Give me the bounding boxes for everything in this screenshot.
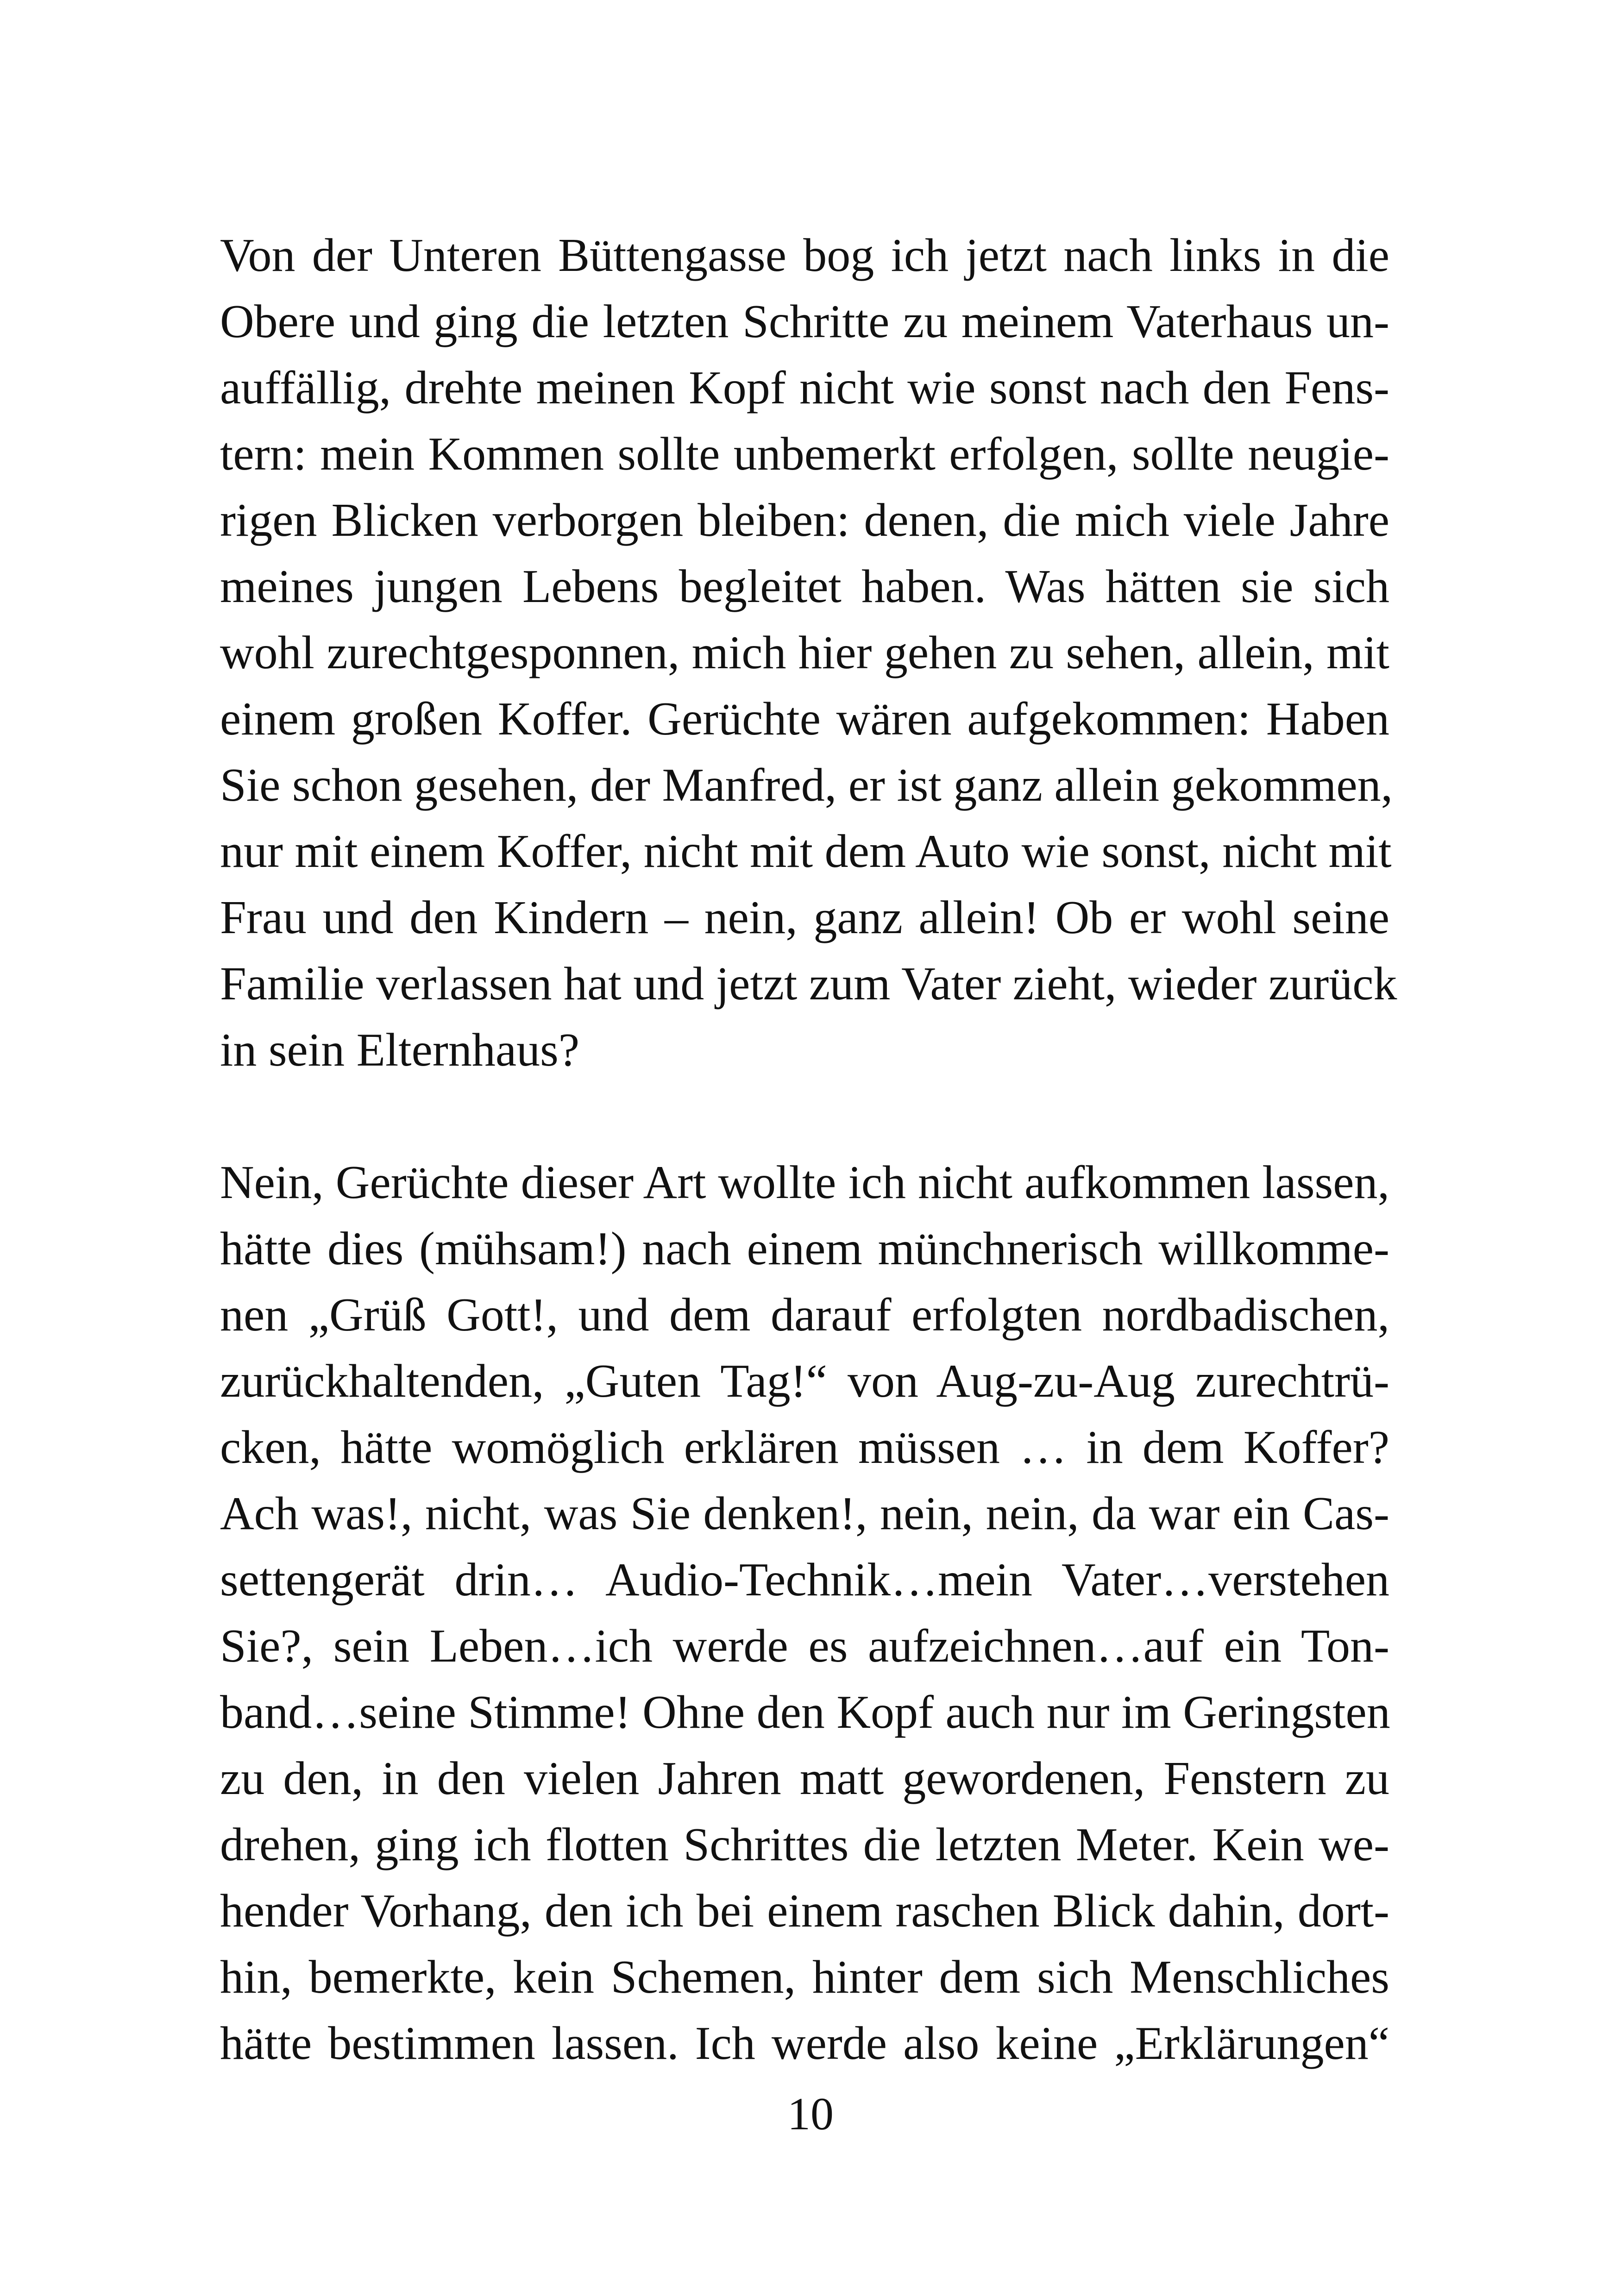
text-line: drehen, ging ich flotten Schrittes die letzten Meter. Kein we- (220, 1819, 1389, 1871)
text-line: band…seine Stimme! Ohne den Kopf auch nur im Geringsten (220, 1686, 1390, 1738)
page-number: 10 (787, 2088, 834, 2139)
text-line: hin, bemerkte, kein Schemen, hinter dem sich Menschliches (220, 1951, 1389, 2003)
text-line: nur mit einem Koffer, nicht mit dem Auto wie sonst, nicht mit (220, 825, 1392, 878)
text-line: Sie?, sein Leben…ich werde es aufzeichnen…auf ein Ton- (220, 1620, 1389, 1672)
text-line: rigen Blicken verborgen bleiben: denen, die mich viele Jahre (220, 494, 1389, 546)
body-text (220, 222, 1397, 2076)
text-line: cken, hätte womöglich erklären müssen … in dem Koffer? (220, 1421, 1389, 1474)
text-line: in sein Elternhaus? (220, 1024, 580, 1076)
text-line: Sie schon gesehen, der Manfred, er ist ganz allein gekommen, (220, 759, 1393, 811)
text-line: hender Vorhang, den ich bei einem raschen Blick dahin, dort- (220, 1885, 1389, 1937)
text-line: tern: mein Kommen sollte unbemerkt erfolgen, sollte neugie- (220, 428, 1389, 480)
text-line: einem großen Koffer. Gerüchte wären aufgekommen: Haben (220, 693, 1389, 745)
paragraph-2 (220, 1149, 1389, 2076)
text-line: Frau und den Kindern – nein, ganz allein! Ob er wohl seine (220, 891, 1389, 944)
text-line: Nein, Gerüchte dieser Art wollte ich nicht aufkommen lassen, (220, 1156, 1389, 1209)
text-line: hätte dies (mühsam!) nach einem münchnerisch willkomme- (220, 1223, 1389, 1275)
text-line: Obere und ging die letzten Schritte zu meinem Vaterhaus un- (220, 295, 1389, 348)
text-line: settengerät drin… Audio-Technik…mein Vater…verstehen (220, 1554, 1389, 1606)
paragraph-1 (220, 222, 1397, 1083)
text-line: zurückhaltenden, „Guten Tag!“ von Aug-zu-Aug zurechtrü- (220, 1355, 1389, 1407)
text-line: wohl zurechtgesponnen, mich hier gehen zu sehen, allein, mit (220, 627, 1389, 679)
text-line: zu den, in den vielen Jahren matt gewordenen, Fenstern zu (220, 1752, 1389, 1805)
text-line: Von der Unteren Büttengasse bog ich jetzt nach links in die (220, 229, 1389, 282)
text-line: hätte bestimmen lassen. Ich werde also keine „Erklärungen“ (220, 2017, 1389, 2070)
text-line: auffällig, drehte meinen Kopf nicht wie sonst nach den Fens- (220, 362, 1389, 414)
text-line: meines jungen Lebens begleitet haben. Was hätten sie sich (220, 560, 1389, 613)
text-line: Ach was!, nicht, was Sie denken!, nein, nein, da war ein Cas- (220, 1487, 1389, 1540)
text-line: nen „Grüß Gott!, und dem darauf erfolgten nordbadischen, (220, 1289, 1389, 1341)
text-line: Familie verlassen hat und jetzt zum Vater zieht, wieder zurück (220, 958, 1397, 1010)
paragraph-spacer (220, 1083, 1389, 1149)
